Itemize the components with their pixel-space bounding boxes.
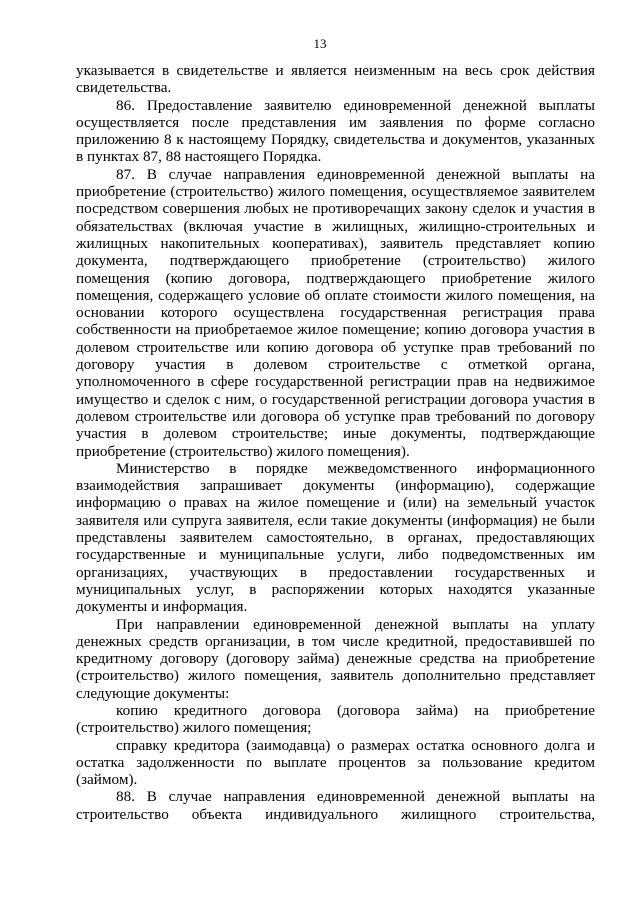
document-body (76, 62, 595, 823)
paragraph-credit-payment: При направлении единовременной денежной выплаты на уплату денежных средств организации, в том числе кредитной, предоставившей по кредитному договору (договору займа) денежные средства на приобретение (строительство) жилого помещения, заявитель дополнительно представляет следующие документы: (76, 615, 595, 702)
paragraph-86: 86. Предоставление заявителю единовременной денежной выплаты осуществляется после представления им заявления по форме согласно приложению 8 к настоящему Порядку, свидетельства и документов, указанных в пунктах 87, 88 настоящего Порядка. (76, 96, 595, 166)
paragraph-ministry-request: Министерство в порядке межведомственного информационного взаимодействия запрашивает документы (информацию), содержащие информацию о правах на жилое помещение и (или) на земельный участок заявителя или супруга заявителя, если такие документы (информация) не были представлены заявителем самостоятельно, в органах, предоставляющих государственные и муниципальные услуги, либо подведомственных им организациях, участвующих в предоставлении государственных и муниципальных услуг, в распоряжении которых находятся указанные документы и информация. (76, 459, 595, 616)
paragraph-88: 88. В случае направления единовременной денежной выплаты на строительство объекта индивидуального жилищного строительства, (76, 788, 595, 823)
paragraph-continuation: указывается в свидетельстве и является неизменным на весь срок действия свидетельства. (76, 62, 595, 97)
paragraph-creditor-certificate: справку кредитора (заимодавца) о размерах остатка основного долга и остатка задолженности по выплате процентов за пользование кредитом (займом). (76, 736, 595, 789)
paragraph-loan-agreement-copy: копию кредитного договора (договора займа) на приобретение (строительство) жилого помещения; (76, 701, 595, 737)
page-number: 13 (313, 36, 327, 51)
paragraph-87: 87. В случае направления единовременной денежной выплаты на приобретение (строительство) жилого помещения, осуществляемое заявителем посредством совершения любых не противоречащих закону сделок и участия в обязательствах (включая участие в жилищных, жилищно-строительных и жилищных накопительных кооперативах), заявитель представляет копию документа, подтверждающего приобретение (строительство) жилого помещения (копию договора, подтверждающего приобретение жилого помещения, содержащего условие об оплате стоимости жилого помещения, на основании которого осуществлена государственная регистрация права собственности на приобретаемое жилое помещение; копию договора участия в долевом строительстве или копию договора об уступке прав требований по договору участия в долевом строительстве с отметкой органа, уполномоченного в сфере государственной регистрации прав на недвижимое имущество и сделок с ним, о государственной регистрации договора участия в долевом строительстве или договора об уступке прав требований по договору участия в долевом строительстве; иные документы, подтверждающие приобретение (строительство) жилого помещения). (76, 165, 595, 460)
